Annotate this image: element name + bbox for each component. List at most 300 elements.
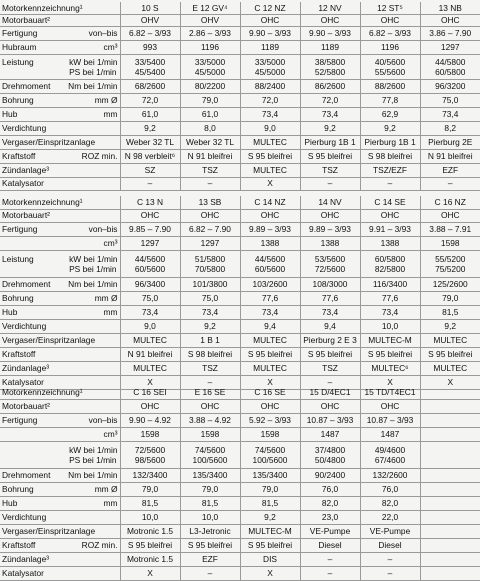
value-cell: 1297: [180, 236, 240, 250]
value-cell: 132/2600: [360, 468, 420, 482]
value-cell: 9,4: [240, 319, 300, 333]
value-cell: 82,0: [300, 496, 360, 510]
value-cell: OHC: [420, 14, 480, 26]
value-cell: 135/3400: [240, 468, 300, 482]
value-cell: 86/2600: [300, 79, 360, 93]
value-cell: MULTEC: [240, 333, 300, 347]
row-label-text: Fertigung: [2, 27, 38, 38]
row-unit: cm³: [103, 237, 118, 248]
row-label-text: Motorkennzeichnung¹: [2, 386, 83, 397]
value-cell: N 98 verbleit⁶: [120, 149, 180, 163]
row-label: [0, 2, 120, 14]
row-label: [0, 510, 120, 524]
value-cell: X: [240, 375, 300, 389]
value-cell: MULTEC: [420, 361, 480, 375]
value-cell: 53/5600 72/5600: [300, 250, 360, 277]
value-cell: 9.85 – 7.90: [120, 222, 180, 236]
value-cell: [420, 538, 480, 552]
value-cell: C 12 NZ: [240, 2, 300, 14]
row-unit: cm³: [103, 428, 118, 439]
value-cell: X: [120, 375, 180, 389]
value-cell: –: [300, 375, 360, 389]
table-row: [0, 361, 480, 375]
row-unit: ROZ min.: [81, 150, 118, 161]
value-cell: 10 S: [120, 2, 180, 14]
value-cell: 72/5600 98/5600: [120, 441, 180, 468]
value-cell: 23,0: [300, 510, 360, 524]
value-cell: N 91 bleifrei: [420, 149, 480, 163]
value-cell: SZ: [120, 163, 180, 177]
table-row: [0, 149, 480, 163]
row-label: [0, 291, 120, 305]
value-cell: 9,4: [300, 319, 360, 333]
row-label: [0, 524, 120, 538]
row-unit: von–bis: [88, 223, 118, 234]
value-cell: 10.87 – 3/93: [360, 413, 420, 427]
value-cell: TSZ: [300, 163, 360, 177]
row-unit: mm Ø: [94, 94, 118, 105]
row-label-text: Zündanlage³: [2, 362, 50, 373]
table-row: [0, 510, 480, 524]
value-cell: 73,4: [240, 305, 300, 319]
value-cell: C 16 NZ: [420, 196, 480, 209]
value-cell: 1196: [360, 40, 420, 54]
value-cell: OHV: [120, 14, 180, 26]
value-cell: –: [360, 552, 420, 566]
value-cell: TSZ: [180, 361, 240, 375]
value-cell: OHC: [300, 209, 360, 222]
value-cell: OHC: [240, 14, 300, 26]
value-cell: VE-Pumpe: [360, 524, 420, 538]
value-cell: Pierburg 1B 1: [360, 135, 420, 149]
row-label-text: Motorbauart²: [2, 14, 50, 25]
value-cell: 1598: [240, 427, 300, 441]
table-row: [0, 291, 480, 305]
row-label: [0, 468, 120, 482]
table-row: [0, 468, 480, 482]
value-cell: 135/3400: [180, 468, 240, 482]
row-unit: mm Ø: [94, 483, 118, 494]
value-cell: 1388: [240, 236, 300, 250]
row-label-text: Fertigung: [2, 414, 38, 425]
value-cell: 14 NV: [300, 196, 360, 209]
value-cell: [420, 566, 480, 580]
value-cell: 9,0: [240, 121, 300, 135]
row-label: [0, 222, 120, 236]
row-label: [0, 319, 120, 333]
value-cell: 74/5600 100/5600: [240, 441, 300, 468]
value-cell: 9,2: [120, 121, 180, 135]
row-label-text: Verdichtung: [2, 511, 47, 522]
value-cell: X: [240, 177, 300, 190]
value-cell: 55/5200 75/5200: [420, 250, 480, 277]
value-cell: 9.89 – 3/93: [300, 222, 360, 236]
value-cell: 79,0: [120, 482, 180, 496]
value-cell: 77,6: [360, 291, 420, 305]
table-row: [0, 524, 480, 538]
row-label-text: Leistung: [2, 56, 34, 67]
row-label: [0, 209, 120, 222]
value-cell: 9,2: [180, 319, 240, 333]
value-cell: 6.82 – 3/93: [360, 26, 420, 40]
row-unit: Nm bei 1/min: [68, 278, 118, 289]
value-cell: 77,6: [300, 291, 360, 305]
row-label-text: Katalysator: [2, 178, 44, 189]
value-cell: 79,0: [180, 93, 240, 107]
value-cell: S 95 bleifrei: [120, 538, 180, 552]
table-row: [0, 399, 480, 413]
row-label: [0, 538, 120, 552]
row-unit: kW bei 1/min PS bei 1/min: [69, 444, 118, 465]
row-unit: ROZ min.: [81, 539, 118, 550]
value-cell: OHV: [180, 14, 240, 26]
value-cell: –: [180, 177, 240, 190]
row-label: [0, 552, 120, 566]
value-cell: 10,0: [120, 510, 180, 524]
row-label: [0, 14, 120, 26]
row-label-text: Hub: [2, 306, 18, 317]
value-cell: 38/5800 52/5800: [300, 54, 360, 79]
value-cell: 10.87 – 3/93: [300, 413, 360, 427]
value-cell: 44/5800 60/5800: [420, 54, 480, 79]
value-cell: MULTEC-M: [240, 524, 300, 538]
table-row: [0, 121, 480, 135]
row-label: [0, 121, 120, 135]
value-cell: 1388: [300, 236, 360, 250]
row-label-text: Bohrung: [2, 292, 34, 303]
value-cell: 73,4: [240, 107, 300, 121]
row-label: [0, 399, 120, 413]
value-cell: 22,0: [360, 510, 420, 524]
value-cell: 90/2400: [300, 468, 360, 482]
table-row: [0, 413, 480, 427]
value-cell: 9.91 – 3/93: [360, 222, 420, 236]
value-cell: S 98 bleifrei: [180, 347, 240, 361]
value-cell: [420, 524, 480, 538]
value-cell: EZF: [420, 163, 480, 177]
table-row: [0, 566, 480, 580]
value-cell: 77,8: [360, 93, 420, 107]
value-cell: –: [360, 177, 420, 190]
value-cell: 37/4800 50/4800: [300, 441, 360, 468]
value-cell: Motronic 1.5: [120, 524, 180, 538]
value-cell: –: [420, 177, 480, 190]
row-label-text: Zündanlage³: [2, 553, 50, 564]
table-row: [0, 2, 480, 14]
row-label: [0, 441, 120, 468]
value-cell: 60/5800 82/5800: [360, 250, 420, 277]
row-unit: kW bei 1/min PS bei 1/min: [69, 56, 118, 77]
value-cell: TSZ: [300, 361, 360, 375]
value-cell: 81,5: [120, 496, 180, 510]
value-cell: Motronic 1.5: [120, 552, 180, 566]
table-row: [0, 347, 480, 361]
value-cell: 3.88 – 4.92: [180, 413, 240, 427]
value-cell: 8,2: [420, 121, 480, 135]
value-cell: X: [120, 566, 180, 580]
table-row: [0, 319, 480, 333]
table-row: [0, 496, 480, 510]
value-cell: C 14 SE: [360, 196, 420, 209]
value-cell: 61,0: [120, 107, 180, 121]
table-row: [0, 196, 480, 209]
value-cell: E 12 GV⁴: [180, 2, 240, 14]
value-cell: 15 TD/T4EC1: [360, 385, 420, 399]
row-label: [0, 40, 120, 54]
row-label-text: Vergaser/Einspritzanlage: [2, 525, 96, 536]
value-cell: N 91 bleifrei: [120, 347, 180, 361]
table-row: [0, 135, 480, 149]
table-row: [0, 333, 480, 347]
value-cell: 1189: [300, 40, 360, 54]
value-cell: 9.90 – 3/93: [240, 26, 300, 40]
row-label: [0, 496, 120, 510]
value-cell: S 95 bleifrei: [240, 149, 300, 163]
table-row: [0, 277, 480, 291]
value-cell: C 16 SE: [240, 385, 300, 399]
spec-table-1: [0, 2, 480, 191]
row-label: [0, 566, 120, 580]
value-cell: 1388: [360, 236, 420, 250]
value-cell: 88/2600: [360, 79, 420, 93]
value-cell: MULTEC-M: [360, 333, 420, 347]
value-cell: 1189: [240, 40, 300, 54]
value-cell: Diesel: [300, 538, 360, 552]
value-cell: 96/3400: [120, 277, 180, 291]
table-row: [0, 14, 480, 26]
value-cell: DIS: [240, 552, 300, 566]
value-cell: [420, 468, 480, 482]
table-row: [0, 79, 480, 93]
value-cell: OHC: [360, 399, 420, 413]
value-cell: MULTEC: [240, 135, 300, 149]
table-row: [0, 222, 480, 236]
value-cell: Pierburg 2 E 3: [300, 333, 360, 347]
value-cell: –: [180, 566, 240, 580]
value-cell: 5.92 – 3/93: [240, 413, 300, 427]
table-row: [0, 54, 480, 79]
row-label: [0, 135, 120, 149]
row-label-text: Kraftstoff: [2, 539, 36, 550]
value-cell: VE-Pumpe: [300, 524, 360, 538]
value-cell: 9,2: [240, 510, 300, 524]
row-label-text: Hubraum: [2, 41, 37, 52]
row-label: [0, 427, 120, 441]
value-cell: OHC: [180, 399, 240, 413]
spec-table-2: [0, 196, 480, 390]
row-label: [0, 54, 120, 79]
value-cell: 1 B 1: [180, 333, 240, 347]
table-row: [0, 209, 480, 222]
value-cell: [420, 413, 480, 427]
row-label: [0, 305, 120, 319]
value-cell: 44/5600 60/5600: [240, 250, 300, 277]
value-cell: [420, 441, 480, 468]
value-cell: 9,0: [120, 319, 180, 333]
value-cell: 1598: [180, 427, 240, 441]
value-cell: E 16 SE: [180, 385, 240, 399]
value-cell: S 95 bleifrei: [240, 347, 300, 361]
value-cell: S 98 bleifrei: [360, 149, 420, 163]
value-cell: 6.82 – 7.90: [180, 222, 240, 236]
row-label: [0, 250, 120, 277]
row-label-text: Vergaser/Einspritzanlage: [2, 334, 96, 345]
value-cell: MULTEC: [120, 361, 180, 375]
row-label-text: Kraftstoff: [2, 348, 36, 359]
value-cell: 72,0: [120, 93, 180, 107]
value-cell: TSZ: [180, 163, 240, 177]
value-cell: [420, 482, 480, 496]
value-cell: 51/5800 70/5800: [180, 250, 240, 277]
row-label: [0, 277, 120, 291]
row-label: [0, 26, 120, 40]
table-row: [0, 250, 480, 277]
value-cell: [420, 510, 480, 524]
value-cell: 33/5400 45/5400: [120, 54, 180, 79]
value-cell: 79,0: [420, 291, 480, 305]
value-cell: 116/3400: [360, 277, 420, 291]
table-row: [0, 385, 480, 399]
value-cell: 9,2: [300, 121, 360, 135]
value-cell: Weber 32 TL: [180, 135, 240, 149]
value-cell: 33/5000 45/5000: [240, 54, 300, 79]
row-label: [0, 347, 120, 361]
value-cell: 88/2400: [240, 79, 300, 93]
row-label: [0, 196, 120, 209]
row-label-text: Bohrung: [2, 483, 34, 494]
row-label-text: Drehmoment: [2, 278, 51, 289]
value-cell: 15 D/4EC1: [300, 385, 360, 399]
value-cell: EZF: [180, 552, 240, 566]
value-cell: 73,4: [300, 305, 360, 319]
row-label-text: Motorbauart²: [2, 210, 50, 221]
value-cell: 10,0: [180, 510, 240, 524]
value-cell: OHC: [240, 399, 300, 413]
table-row: [0, 441, 480, 468]
row-unit: mm: [103, 108, 118, 119]
value-cell: Pierburg 1B 1: [300, 135, 360, 149]
value-cell: –: [180, 375, 240, 389]
value-cell: TSZ/EZF: [360, 163, 420, 177]
table-row: [0, 305, 480, 319]
value-cell: 73,4: [120, 305, 180, 319]
spec-table-3: [0, 385, 480, 581]
row-label-text: Verdichtung: [2, 122, 47, 133]
table-row: [0, 427, 480, 441]
value-cell: 76,0: [300, 482, 360, 496]
table-row: [0, 177, 480, 190]
row-unit: mm: [103, 497, 118, 508]
value-cell: OHC: [360, 209, 420, 222]
value-cell: –: [360, 566, 420, 580]
row-label-text: Katalysator: [2, 376, 44, 387]
value-cell: 13 SB: [180, 196, 240, 209]
value-cell: OHC: [120, 209, 180, 222]
table-row: [0, 163, 480, 177]
value-cell: X: [240, 566, 300, 580]
value-cell: 103/2600: [240, 277, 300, 291]
value-cell: 9,2: [360, 121, 420, 135]
value-cell: 72,0: [240, 93, 300, 107]
value-cell: Weber 32 TL: [120, 135, 180, 149]
value-cell: 101/3800: [180, 277, 240, 291]
row-label-text: Kraftstoff: [2, 150, 36, 161]
value-cell: 13 NB: [420, 2, 480, 14]
value-cell: 82,0: [360, 496, 420, 510]
value-cell: 1297: [420, 40, 480, 54]
value-cell: [420, 552, 480, 566]
row-label: [0, 149, 120, 163]
value-cell: 6.82 – 3/93: [120, 26, 180, 40]
value-cell: 74/5600 100/5600: [180, 441, 240, 468]
row-label-text: Drehmoment: [2, 469, 51, 480]
row-unit: kW bei 1/min PS bei 1/min: [69, 253, 118, 274]
value-cell: C 13 N: [120, 196, 180, 209]
value-cell: Pierburg 2E: [420, 135, 480, 149]
value-cell: 2.86 – 3/93: [180, 26, 240, 40]
row-label: [0, 236, 120, 250]
row-unit: cm³: [103, 41, 118, 52]
value-cell: 73,4: [420, 107, 480, 121]
value-cell: 40/5600 55/5600: [360, 54, 420, 79]
value-cell: 75,0: [420, 93, 480, 107]
value-cell: OHC: [120, 399, 180, 413]
value-cell: –: [120, 177, 180, 190]
value-cell: MULTEC⁶: [360, 361, 420, 375]
row-label-text: Motorkennzeichnung¹: [2, 2, 83, 13]
value-cell: 1196: [180, 40, 240, 54]
value-cell: [420, 496, 480, 510]
row-unit: von–bis: [88, 27, 118, 38]
row-label-text: Fertigung: [2, 223, 38, 234]
value-cell: 75,0: [120, 291, 180, 305]
value-cell: –: [300, 552, 360, 566]
value-cell: OHC: [240, 209, 300, 222]
row-label: [0, 361, 120, 375]
value-cell: 79,0: [180, 482, 240, 496]
value-cell: S 95 bleifrei: [360, 347, 420, 361]
value-cell: L3-Jetronic: [180, 524, 240, 538]
table-row: [0, 482, 480, 496]
row-label: [0, 333, 120, 347]
value-cell: 81,5: [180, 496, 240, 510]
row-label-text: Katalysator: [2, 567, 44, 578]
value-cell: S 95 bleifrei: [240, 538, 300, 552]
table-row: [0, 552, 480, 566]
table-row: [0, 26, 480, 40]
row-unit: von–bis: [88, 414, 118, 425]
value-cell: MULTEC: [240, 361, 300, 375]
value-cell: X: [360, 375, 420, 389]
row-label: [0, 482, 120, 496]
row-label: [0, 79, 120, 93]
value-cell: C 16 SEI: [120, 385, 180, 399]
value-cell: –: [300, 566, 360, 580]
value-cell: –: [300, 177, 360, 190]
row-label: [0, 93, 120, 107]
value-cell: 993: [120, 40, 180, 54]
value-cell: 62,9: [360, 107, 420, 121]
value-cell: 77,6: [240, 291, 300, 305]
table-row: [0, 40, 480, 54]
value-cell: 1487: [360, 427, 420, 441]
value-cell: 8,0: [180, 121, 240, 135]
value-cell: OHC: [420, 209, 480, 222]
value-cell: 81,5: [420, 305, 480, 319]
value-cell: 1598: [420, 236, 480, 250]
value-cell: 75,0: [180, 291, 240, 305]
value-cell: 73,4: [180, 305, 240, 319]
